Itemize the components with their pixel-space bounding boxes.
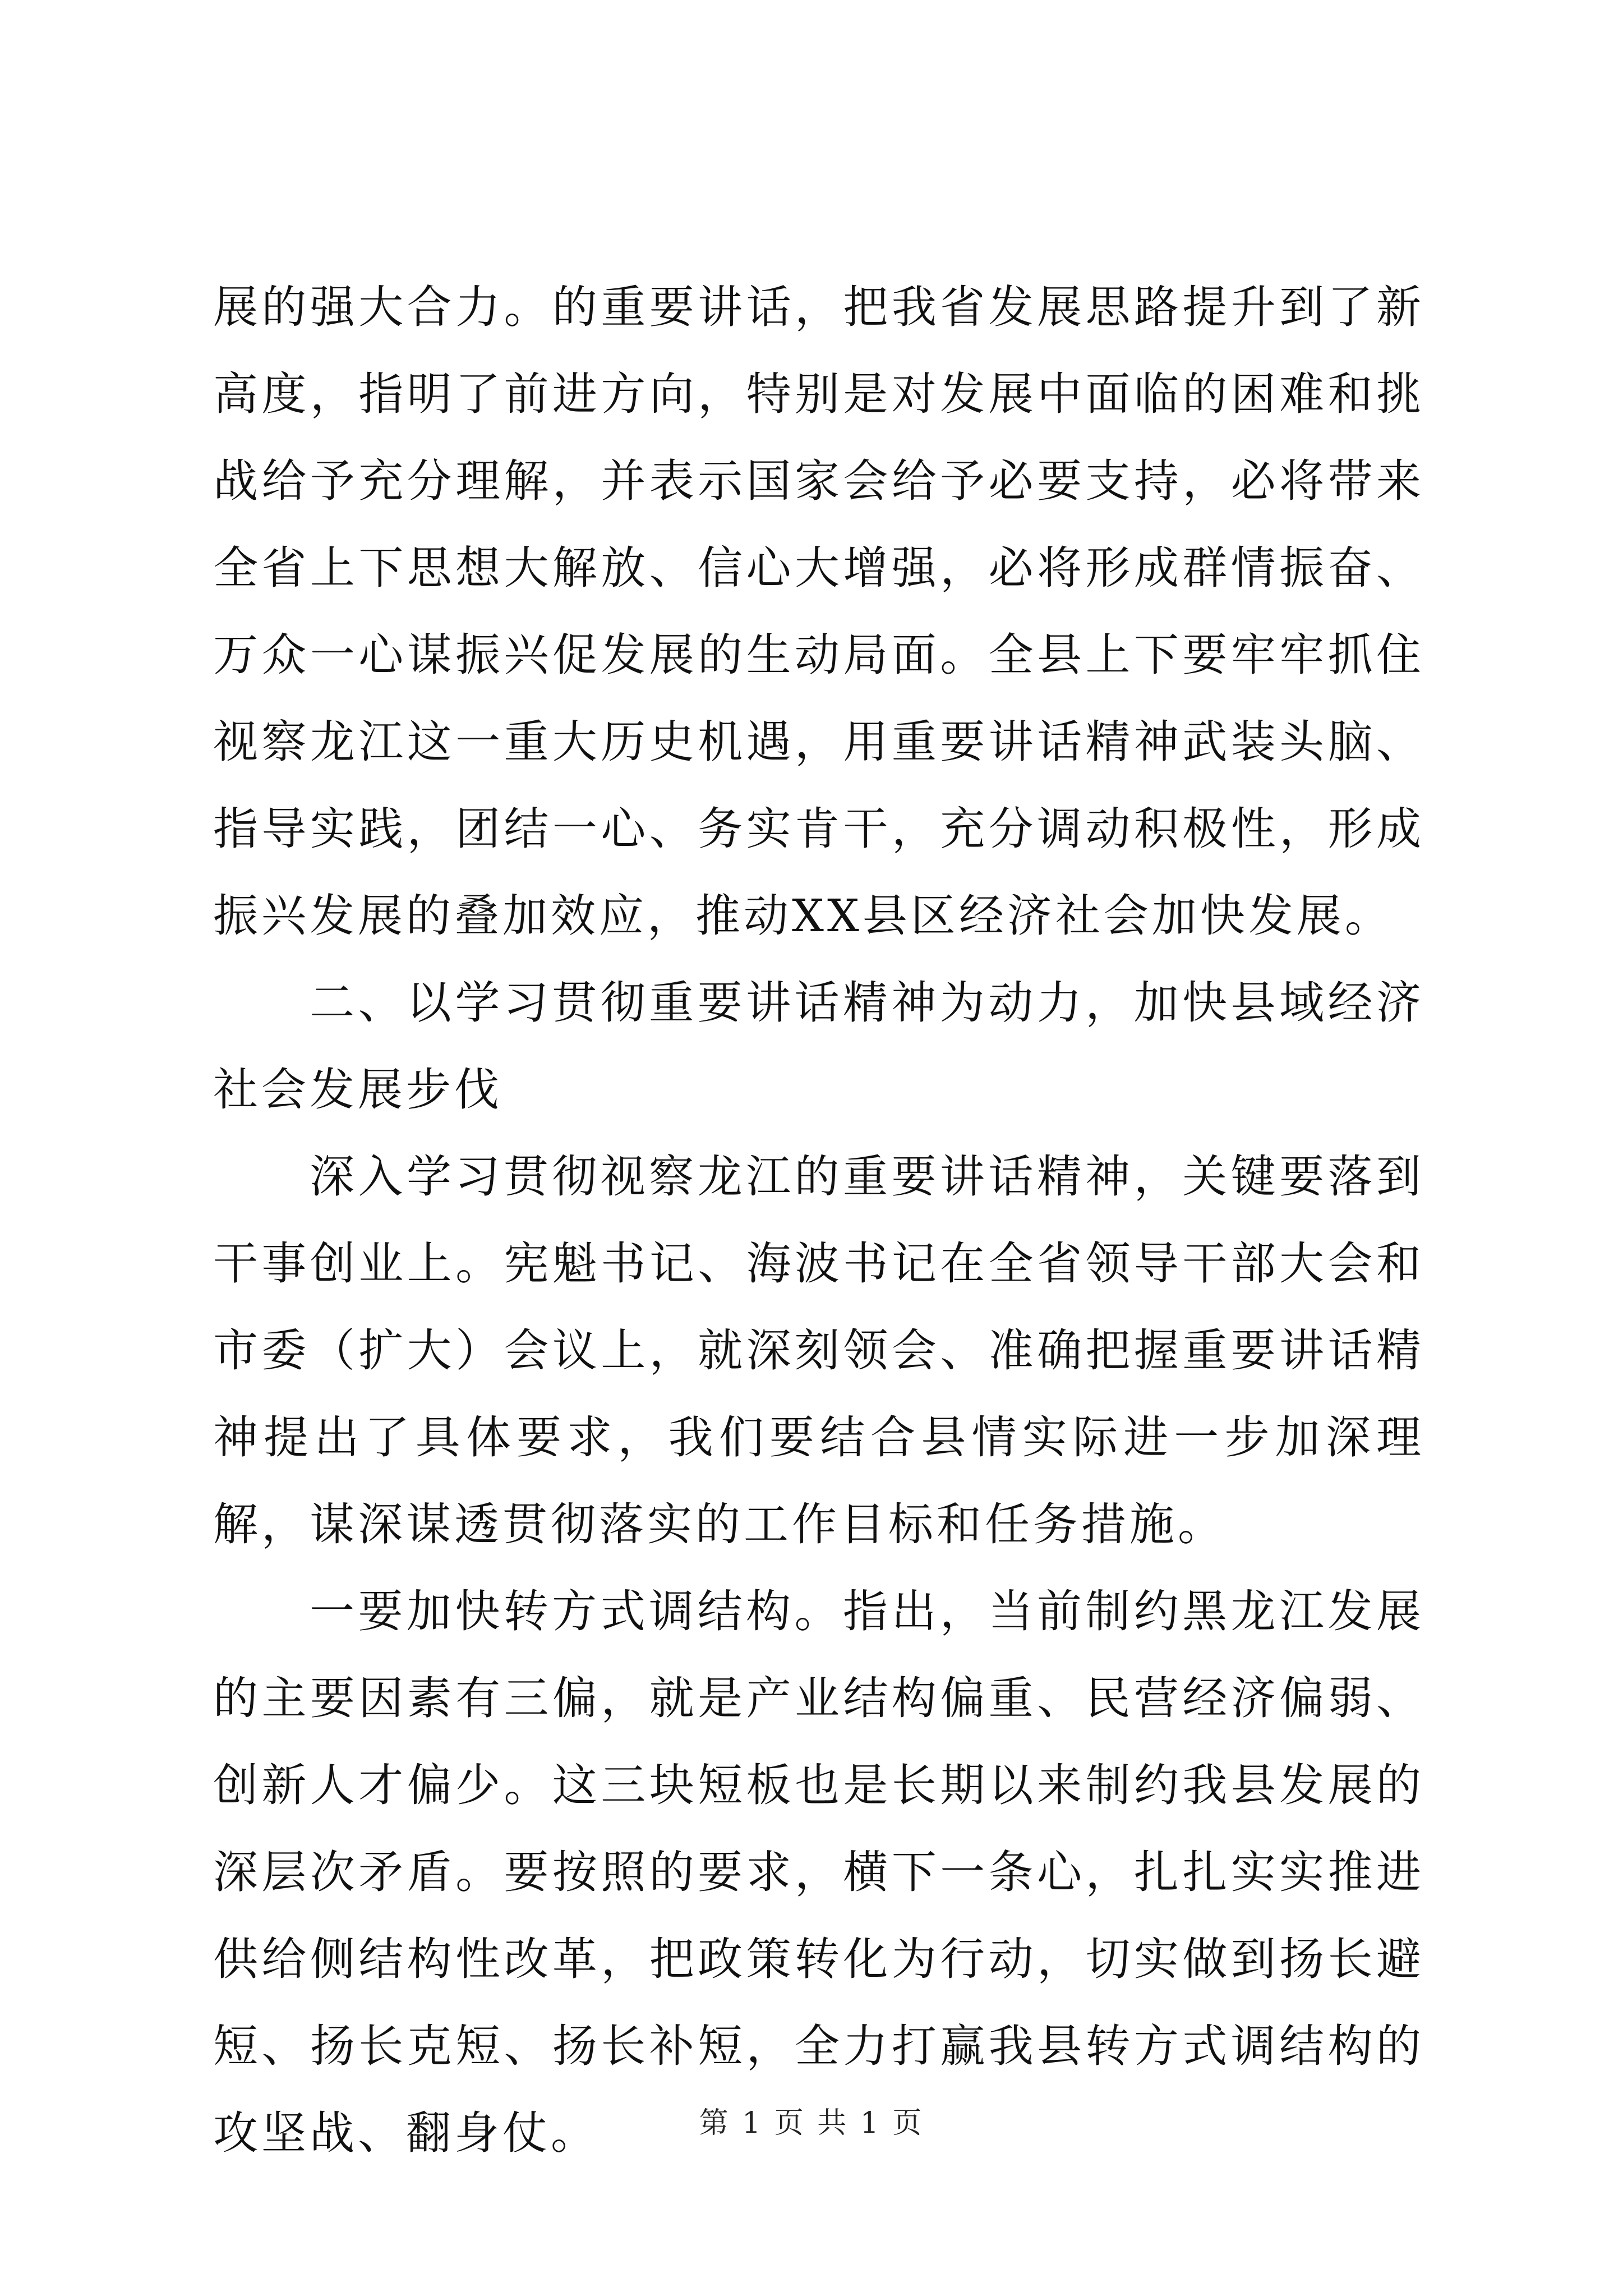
paragraph-study-implementation: 深入学习贯彻视察龙江的重要讲话精神，关键要落到干事创业上。宪魁书记、海波书记在全省领导干部大会和市委（扩大）会议上，就深刻领会、准确把握重要讲话精神提出了具体要求，我们要结合县情实际进一步加深理解，谋深谋透贯彻落实的工作目标和任务措施。 <box>213 1151 1424 1550</box>
document-body <box>213 264 1424 2177</box>
paragraph-continuation: 展的强大合力。的重要讲话，把我省发展思路提升到了新高度，指明了前进方向，特别是对发展中面临的困难和挑战给予充分理解，并表示国家会给予必要支持，必将带来全省上下思想大解放、信心大增强，必将形成群情振奋、万众一心谋振兴促发展的生动局面。全县上下要牢牢抓住视察龙江这一重大历史机遇，用重要讲话精神武装头脑、指导实践，团结一心、务实肯干，充分调动积极性，形成振兴发展的叠加效应，推动XX县区经济社会加快发展。 <box>213 281 1424 942</box>
page-footer: 第 1 页 共 1 页 <box>699 2106 924 2140</box>
paragraph-transform-structure: 一要加快转方式调结构。指出，当前制约黑龙江发展的主要因素有三偏，就是产业结构偏重、民营经济偏弱、创新人才偏少。这三块短板也是长期以来制约我县发展的深层次矛盾。要按照的要求，横下一条心，扎扎实实推进供给侧结构性改革，把政策转化为行动，切实做到扬长避短、扬长克短、扬长补短，全力打赢我县转方式调结构的攻坚战、翻身仗。 <box>213 1585 1424 2159</box>
section-heading-2: 二、以学习贯彻重要讲话精神为动力，加快县域经济社会发展步伐 <box>213 977 1424 1116</box>
